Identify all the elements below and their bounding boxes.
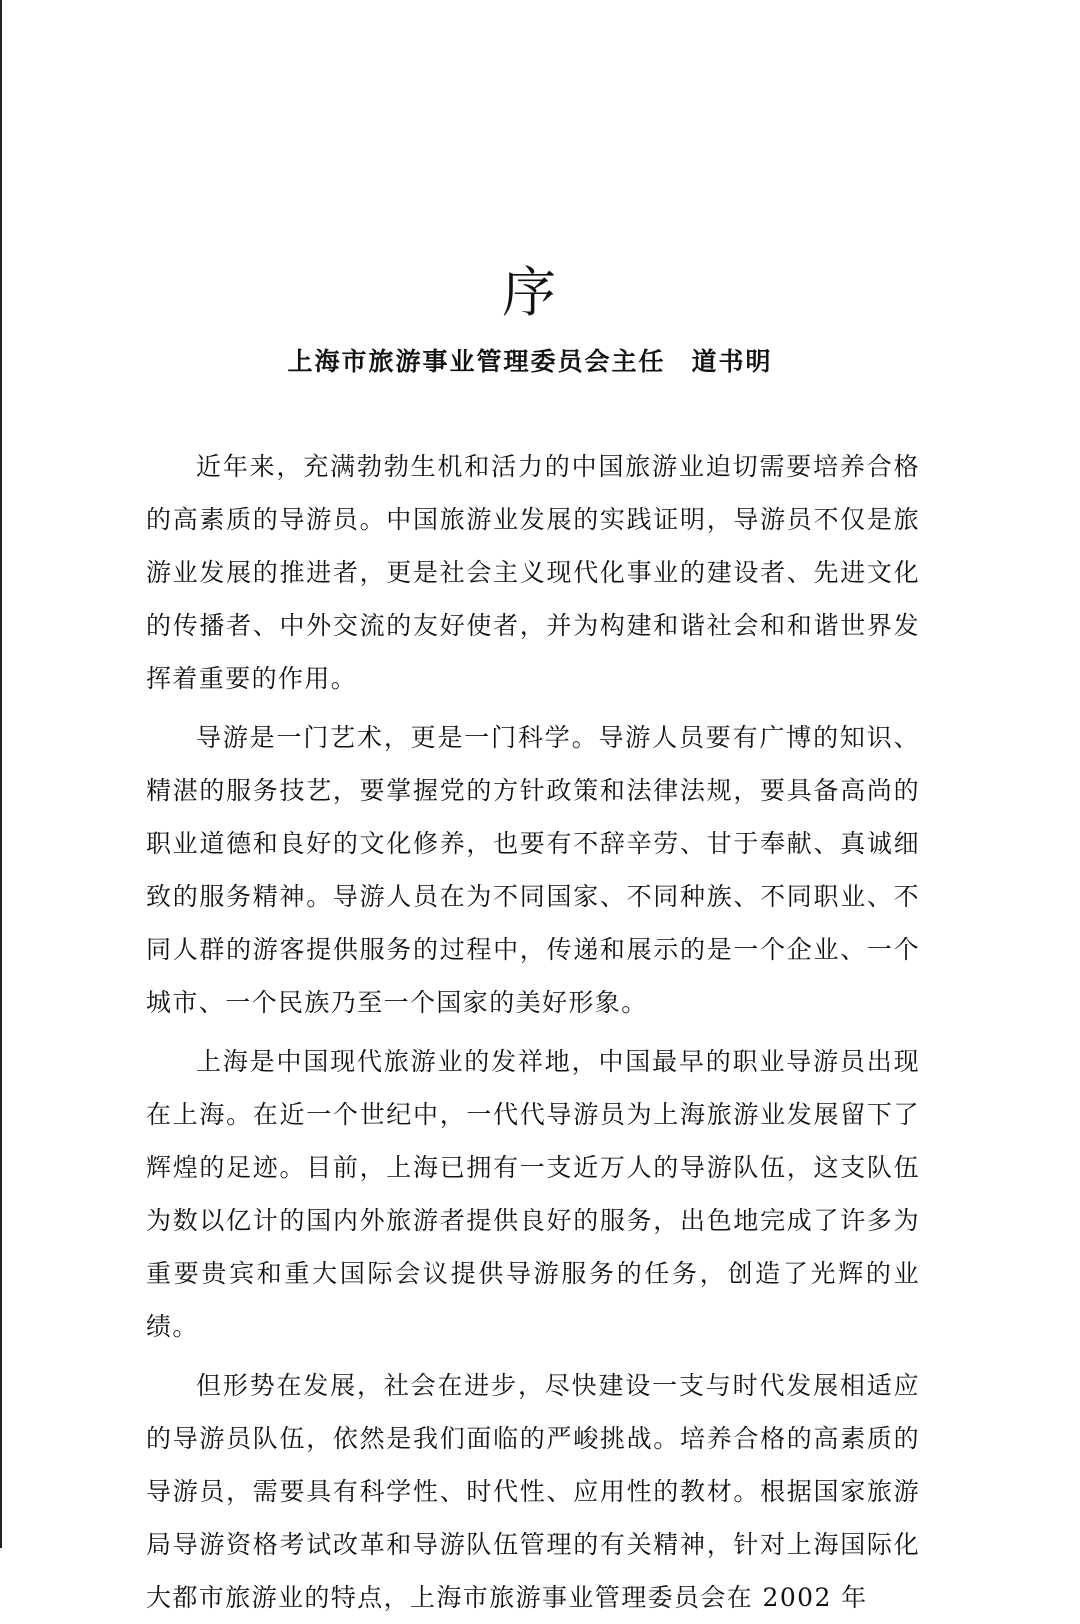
author-position: 上海市旅游事业管理委员会主任 [287, 347, 666, 376]
page-title: 序 [502, 261, 558, 325]
byline [0, 344, 1060, 380]
author-name: 道书明 [691, 347, 773, 376]
paragraph-4: 但形势在发展，社会在进步，尽快建设一支与时代发展相适应的导游员队伍，依然是我们面临的严峻挑战。培养合格的高素质的导游员，需要具有科学性、时代性、应用性的教材。根据国家旅游局导游资格考试改革和导游队伍管理的有关精神，针对上海国际化大都市旅游业的特点，上海市旅游事业管理委员会在 2002 年 [146, 1371, 920, 1612]
paragraph-3: 上海是中国现代旅游业的发祥地，中国最早的职业导游员出现在上海。在近一个世纪中，一代代导游员为上海旅游业发展留下了辉煌的足迹。目前，上海已拥有一支近万人的导游队伍，这支队伍为数以亿计的国内外旅游者提供良好的服务，出色地完成了许多为重要贵宾和重大国际会议提供导游服务的任务，创造了光辉的业绩。 [146, 1047, 920, 1341]
body-text [146, 440, 920, 1624]
paragraph-2: 导游是一门艺术，更是一门科学。导游人员要有广博的知识、精湛的服务技艺，要掌握党的方针政策和法律法规，要具备高尚的职业道德和良好的文化修养，也要有不辞辛劳、甘于奉献、真诚细致的服务精神。导游人员在为不同国家、不同种族、不同职业、不同人群的游客提供服务的过程中，传递和展示的是一个企业、一个城市、一个民族乃至一个国家的美好形象。 [146, 723, 920, 1017]
paragraph-1: 近年来，充满勃勃生机和活力的中国旅游业迫切需要培养合格的高素质的导游员。中国旅游业发展的实践证明，导游员不仅是旅游业发展的推进者，更是社会主义现代化事业的建设者、先进文化的传播者、中外交流的友好使者，并为构建和谐社会和和谐世界发挥着重要的作用。 [146, 452, 920, 693]
page-edge-line [0, 0, 2, 1548]
